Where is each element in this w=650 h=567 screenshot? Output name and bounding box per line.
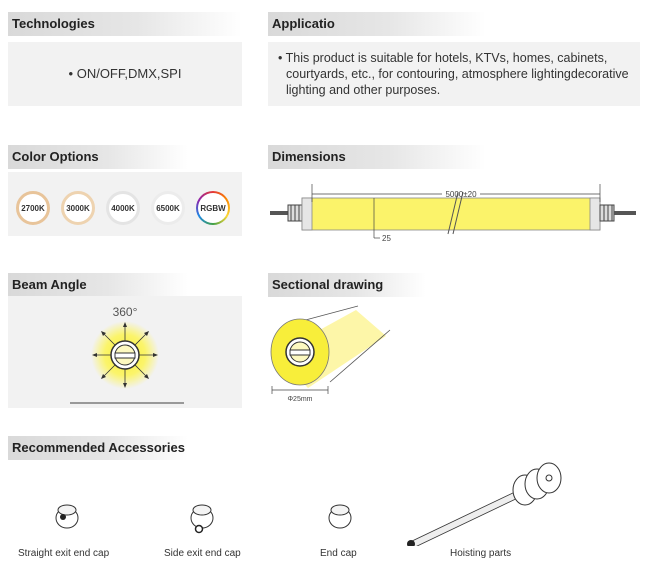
side-end-cap-icon <box>191 505 213 533</box>
width-label: 25 <box>382 234 391 242</box>
accessory-label-side: Side exit end cap <box>164 548 241 559</box>
swatch-rgbw-label: RGBW <box>200 203 226 213</box>
swatch-6500k <box>151 191 185 225</box>
application-panel <box>268 42 640 106</box>
technologies-title: Technologies <box>12 16 95 31</box>
application-text: • This product is suitable for hotels, KTVs, homes, cabinets, courtyards, etc., for contouring, atmosphere lightingdecorative lighting and other purposes. <box>278 51 629 97</box>
application-title: Applicatio <box>272 16 335 31</box>
application-header <box>268 12 486 36</box>
accessory-label-straight: Straight exit end cap <box>18 548 110 559</box>
beam-diagram <box>8 296 242 408</box>
accessories-drawing <box>0 458 650 546</box>
swatch-4000k <box>106 191 140 225</box>
diameter-label: Φ25mm <box>287 396 313 403</box>
technologies-panel <box>8 42 242 106</box>
swatch-rgbw-inner <box>198 193 228 223</box>
sectional-title: Sectional drawing <box>272 277 384 292</box>
right-wire <box>614 211 636 215</box>
dimensions-drawing <box>268 172 640 242</box>
dimensions-title: Dimensions <box>272 149 346 164</box>
swatch-rgbw <box>196 191 230 225</box>
hoisting-parts-icon <box>407 463 561 546</box>
technologies-text: • ON/OFF,DMX,SPI <box>68 66 182 81</box>
beam-angle-label: 360° <box>112 305 138 319</box>
accessories-header <box>8 436 188 460</box>
accessory-label-hoisting: Hoisting parts <box>450 548 512 559</box>
sectional-header <box>268 273 426 297</box>
beam-angle-panel <box>8 296 242 408</box>
color-options-panel <box>8 172 242 236</box>
sectional-drawing <box>268 296 418 408</box>
accessory-label-end: End cap <box>320 548 357 559</box>
profile-strip <box>115 353 135 358</box>
tube-right-cap <box>590 198 600 230</box>
color-options-header <box>8 145 188 169</box>
end-cap-icon <box>329 505 351 528</box>
tube-body <box>302 198 600 230</box>
swatch-6500k-label: 6500K <box>156 203 180 213</box>
swatch-2700k <box>16 191 50 225</box>
section-strip <box>290 350 310 355</box>
beam-angle-title: Beam Angle <box>12 277 87 292</box>
beam-angle-header <box>8 273 188 297</box>
tube-left-cap <box>302 198 312 230</box>
straight-end-cap-icon <box>56 505 78 528</box>
accessories-title: Recommended Accessories <box>12 440 185 455</box>
swatch-4000k-label: 4000K <box>111 203 135 213</box>
swatch-3000k-label: 3000K <box>66 203 90 213</box>
technologies-header <box>8 12 242 36</box>
length-label: 5000±20 <box>445 190 477 199</box>
dimensions-header <box>268 145 486 169</box>
left-wire <box>270 211 288 215</box>
swatch-3000k <box>61 191 95 225</box>
swatch-2700k-label: 2700K <box>21 203 45 213</box>
color-options-title: Color Options <box>12 149 99 164</box>
